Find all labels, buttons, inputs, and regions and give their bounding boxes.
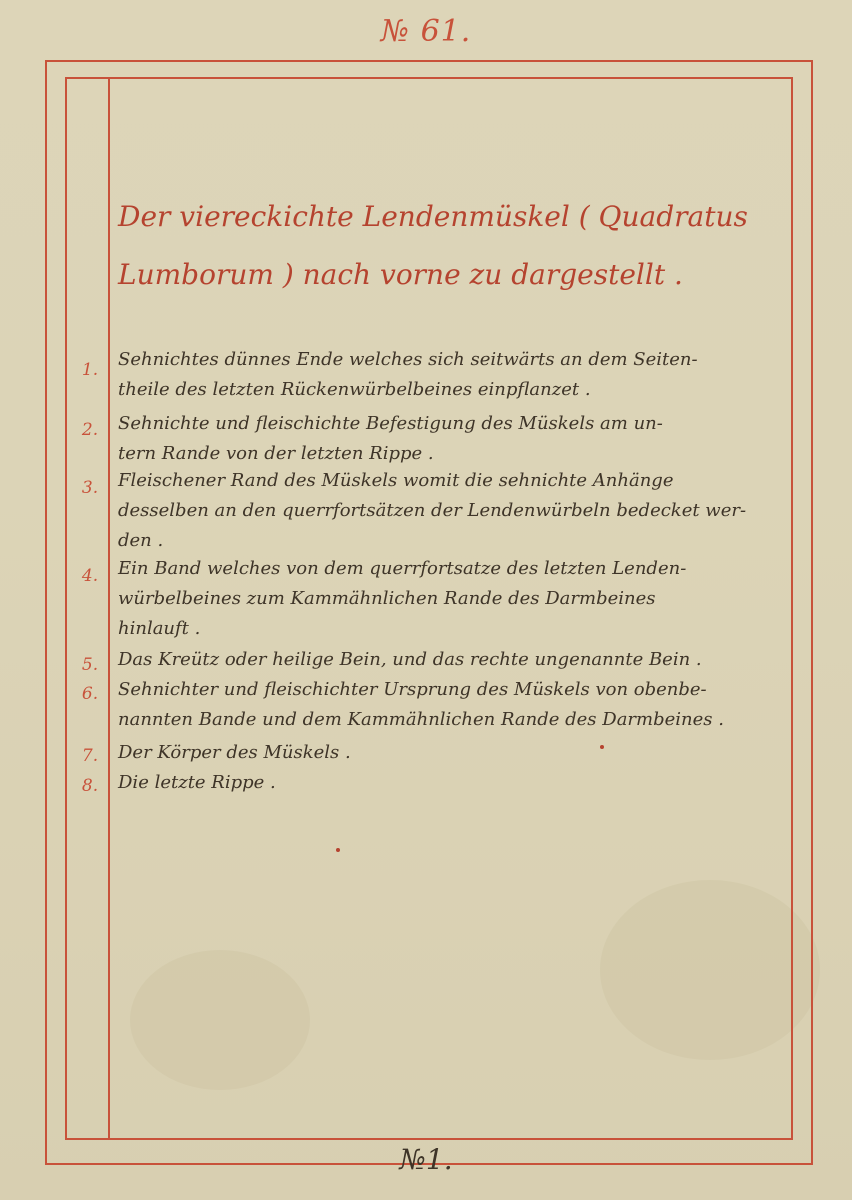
entry-number: 7. [81,746,99,766]
page-number-top: № 61. [380,14,472,49]
entry-line: Fleischener Rand des Müskels womit die sehnichte Anhänge [118,470,674,491]
entry-number: 3. [81,478,99,498]
entry-line: Sehnichtes dünnes Ende welches sich seitwärts an dem Seiten- [118,349,698,370]
entry-number: 4. [81,566,99,586]
entry-line: würbelbeines zum Kammähnlichen Rande des Darmbeines [118,588,656,609]
entry-number: 1. [81,360,99,380]
entry-number: 6. [81,684,99,704]
entry-line: Sehnichter und fleischichter Ursprung des Müskels von obenbe- [118,679,707,700]
entry-line: desselben an den querrfortsätzen der Lendenwürbeln bedecket wer- [118,500,747,521]
entry-line: hinlauft . [118,618,201,639]
page-number-bottom: №1. [399,1143,453,1176]
ink-dot [600,745,604,749]
entry-line: Ein Band welches von dem querrfortsatze des letzten Lenden- [118,558,687,579]
entry-line: den . [118,530,164,551]
ink-dot [336,848,340,852]
entry-text [118,409,794,469]
entry-text [118,768,794,798]
title-line: Der viereckichte Lendenmüskel ( Quadratus [118,200,748,233]
entry-text [118,466,794,556]
entry-number: 5. [81,655,99,675]
entry-text [118,345,794,405]
margin-rule [108,77,110,1140]
title-line: Lumborum ) nach vorne zu dargestellt . [118,258,683,291]
entry-text [118,675,794,735]
entry-line: Der Körper des Müskels . [118,742,351,763]
entry-text [118,554,794,644]
entry-number: 2. [81,420,99,440]
entry-line: Die letzte Rippe . [118,772,276,793]
entry-text [118,645,794,675]
page-title [118,188,788,304]
entry-number: 8. [81,776,99,796]
entry-text [118,738,794,768]
entry-line: theile des letzten Rückenwürbelbeines einpflanzet . [118,379,591,400]
entry-line: tern Rande von der letzten Rippe . [118,443,434,464]
entry-line: nannten Bande und dem Kammähnlichen Rande des Darmbeines . [118,709,724,730]
entry-line: Sehnichte und fleischichte Befestigung des Müskels am un- [118,413,663,434]
entry-line: Das Kreütz oder heilige Bein, und das rechte ungenannte Bein . [118,649,702,670]
